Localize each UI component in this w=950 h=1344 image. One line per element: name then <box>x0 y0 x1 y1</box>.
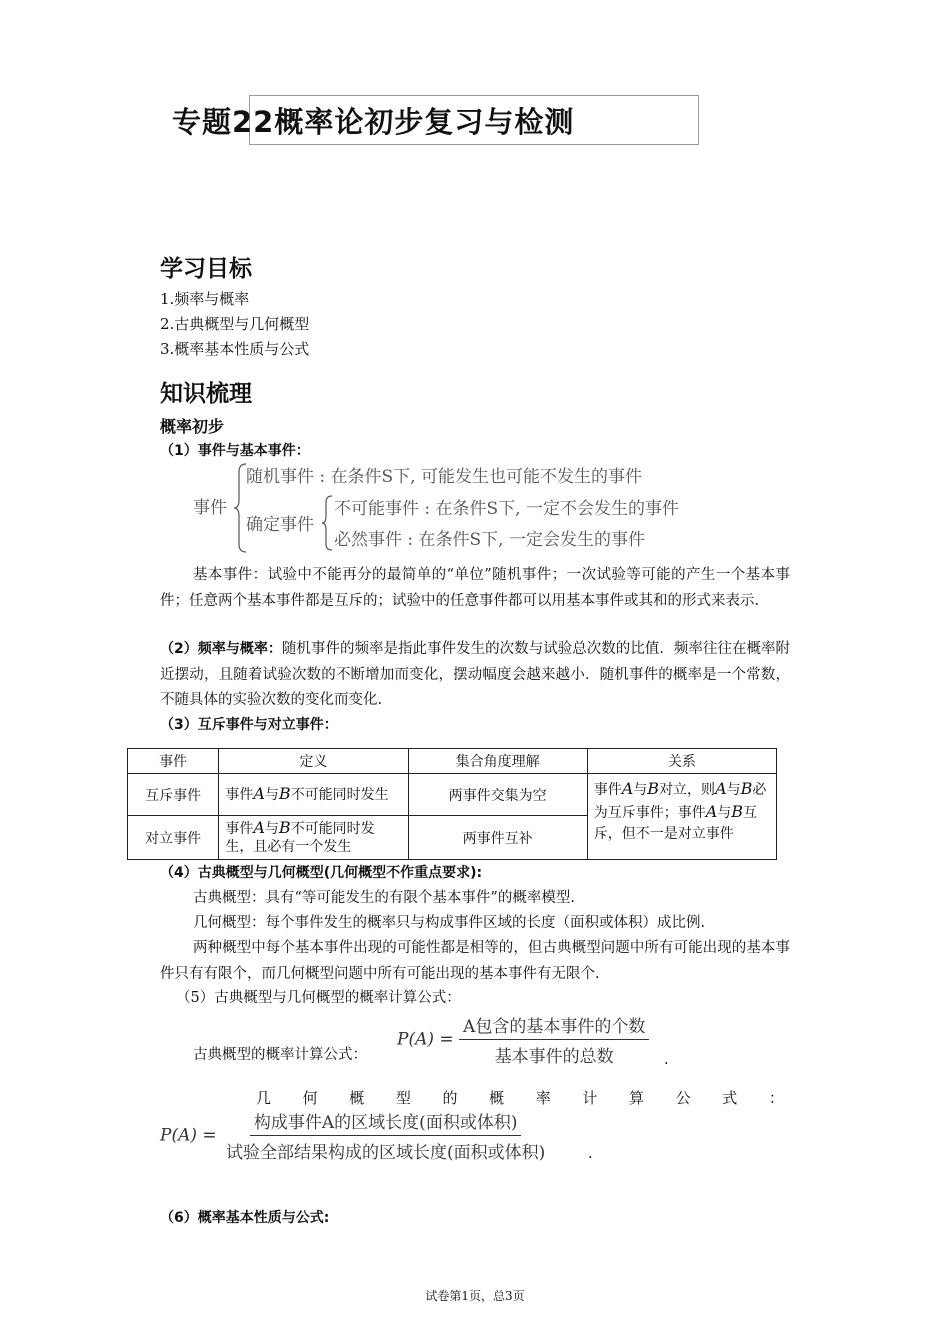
geometric-formula-fraction <box>222 1108 549 1163</box>
section-2-paragraph <box>160 637 790 714</box>
section-3-heading: （3）互斥事件与对立事件： <box>160 717 338 733</box>
table-cell: 事件A与B不可能同时发生 <box>219 774 408 816</box>
table-cell: 事件A与B不可能同时发生，且必有一个发生 <box>219 816 408 860</box>
table-cell: 两事件交集为空 <box>408 774 587 816</box>
objectives-list <box>160 287 309 362</box>
table-header: 集合角度理解 <box>408 749 587 774</box>
objectives-heading: 学习目标 <box>160 256 252 282</box>
classical-formula-lhs: P(A) = <box>397 1029 454 1050</box>
subheading-probability: 概率初步 <box>160 417 225 436</box>
classical-formula-period: . <box>664 1052 669 1068</box>
objective-item: 1.频率与概率 <box>160 290 250 308</box>
geometric-formula-period: . <box>588 1146 593 1162</box>
table-header: 关系 <box>587 749 776 774</box>
section-2-text: 随机事件的频率是指此事件发生的次数与试验总次数的比值．频率往往在概率附近摆动，且随着试验次数的不断增加而变化，摆动幅度会越来越小．随机事件的概率是一个常数，不随具体的实验次数的变化而变化. <box>160 641 790 708</box>
table-cell: 两事件互补 <box>408 816 587 860</box>
basic-event-paragraph: 基本事件：试验中不能再分的最简单的“单位”随机事件；一次试验等可能的产生一个基本事件；任意两个基本事件都是互斥的；试验中的任意事件都可以用基本事件或其和的形式来表示. <box>160 567 790 609</box>
table-row <box>128 774 777 816</box>
geometric-formula-lhs: P(A) = <box>160 1125 217 1146</box>
geometric-formula-label: 几 何 概 型 的 概 率 计 算 公 式 ： <box>256 1089 784 1107</box>
table-cell-relation: 事件A与B对立，则A与B必为互斥事件；事件A与B互斥，但不一是对立事件 <box>587 774 776 860</box>
section-1-heading: （1）事件与基本事件： <box>160 443 310 459</box>
diagram-root: 事件 <box>193 498 227 518</box>
diagram-definite-event: 确定事件 <box>246 515 314 535</box>
classical-formula-fraction <box>459 1012 649 1067</box>
diagram-certain-event: 必然事件 : 在条件S下, 一定会发生的事件 <box>334 530 645 550</box>
section-4-geometric: 几何概型：每个事件发生的概率只与构成事件区域的长度（面积或体积）成比例. <box>193 915 706 931</box>
geometric-formula <box>160 1108 549 1163</box>
classical-formula-denominator: 基本事件的总数 <box>494 1047 614 1067</box>
table-cell: 对立事件 <box>128 816 219 860</box>
section-2-heading: （2）频率与概率： <box>160 641 282 657</box>
section-4-comparison: 两种概型中每个基本事件出现的可能性都是相等的，但古典概型问题中所有可能出现的基本事件只有有限个，而几何概型问题中所有可能出现的基本事件有无限个. <box>160 940 790 982</box>
table-header: 定义 <box>219 749 408 774</box>
page-title: 专题22概率论初步复习与检测 <box>172 105 575 139</box>
table-cell: 互斥事件 <box>128 774 219 816</box>
section-5-heading: （5）古典概型与几何概型的概率计算公式： <box>176 990 461 1006</box>
geometric-formula-numerator: 构成事件A的区域长度(面积或体积) <box>250 1108 522 1136</box>
event-comparison-table <box>127 748 777 860</box>
section-6-heading: （6）概率基本性质与公式: <box>160 1210 330 1226</box>
diagram-impossible-event: 不可能事件 : 在条件S下, 一定不会发生的事件 <box>334 499 679 519</box>
classical-formula-numerator: A包含的基本事件的个数 <box>459 1012 649 1040</box>
table-header: 事件 <box>128 749 219 774</box>
objective-item: 3.概率基本性质与公式 <box>160 340 310 358</box>
diagram-random-event: 随机事件 : 在条件S下, 可能发生也可能不发生的事件 <box>246 467 642 487</box>
page-footer: 试卷第1页，总3页 <box>425 1289 525 1303</box>
geometric-formula-denominator: 试验全部结果构成的区域长度(面积或体积) <box>226 1143 546 1163</box>
objective-item: 2.古典概型与几何概型 <box>160 315 310 333</box>
section-4-heading: （4）古典概型与几何概型(几何概型不作重点要求): <box>160 865 483 881</box>
classical-formula <box>397 1012 649 1067</box>
section-4-classical: 古典概型：具有“等可能发生的有限个基本事件”的概率模型. <box>193 890 575 906</box>
knowledge-heading: 知识梳理 <box>160 381 252 407</box>
classical-formula-label: 古典概型的概率计算公式： <box>193 1047 367 1063</box>
